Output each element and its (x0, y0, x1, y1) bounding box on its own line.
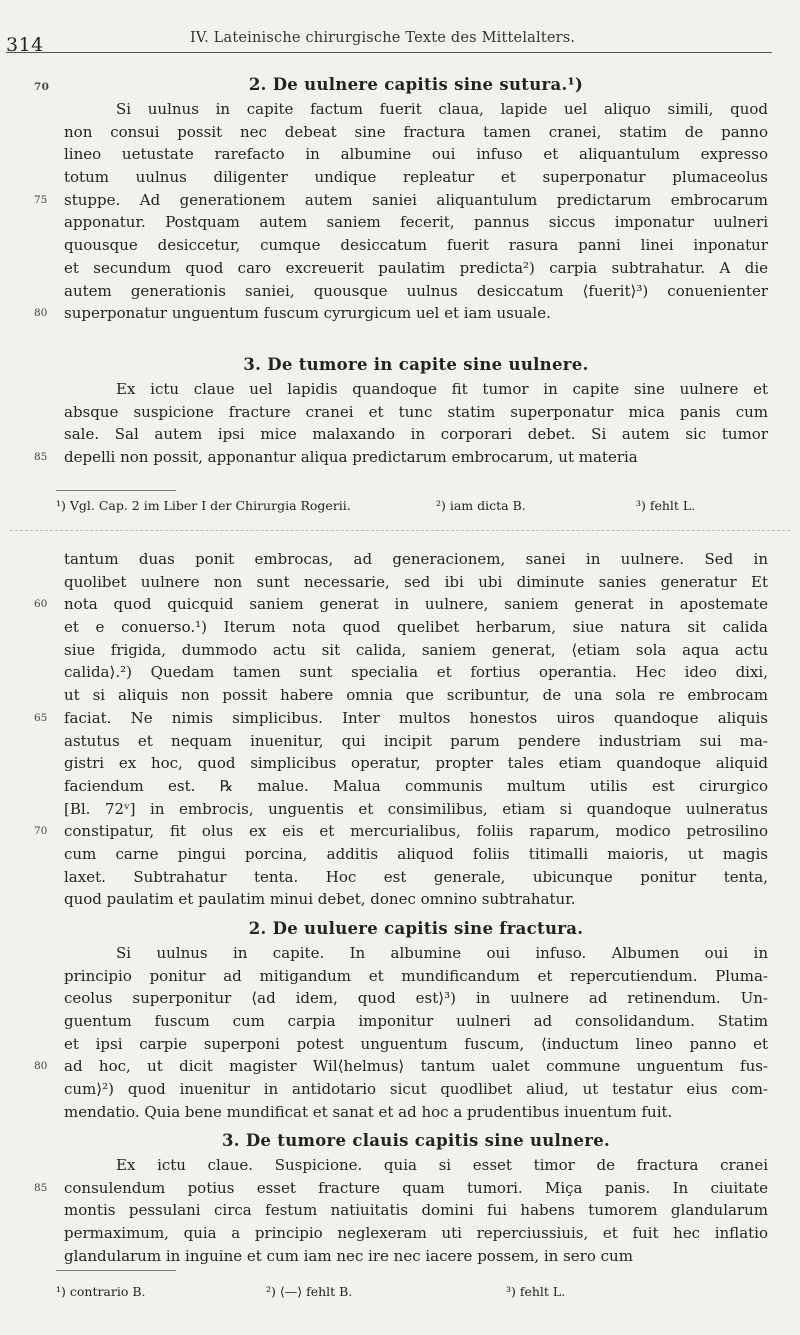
line-text: apponatur. Postquam autem saniem fecerit, pannus siccus imponatur uulneri (64, 213, 768, 232)
footnote-2: ²) ⟨—⟩ fehlt B. (266, 1284, 353, 1299)
text-line (64, 987, 768, 1010)
text-line (64, 888, 768, 911)
line-text: astutus et nequam inuenitur, qui incipit parum pendere industriam sui ma- (64, 731, 768, 750)
text-line (64, 775, 768, 798)
paragraph (34, 378, 768, 469)
line-text: calida⟩.²) Quedam tamen sunt specialia et fortius operantia. Hec ideo dixi, (64, 663, 768, 682)
section-heading: 2. De uulnere capitis sine sutura.¹) (248, 75, 584, 94)
line-text: Ex ictu claue. Suspicione. quia si esset timor de fractura cranei (116, 1156, 768, 1174)
line-number (0, 942, 8, 965)
line-text: nota quod quicquid saniem generat in uulnere, saniem generat in apostemate (64, 595, 768, 614)
text-line (34, 1055, 768, 1078)
section-heading: 2. De uuluere capitis sine fractura. (248, 919, 584, 938)
text-line (64, 234, 768, 257)
paragraph (34, 942, 768, 1124)
line-number: 60 (34, 598, 48, 611)
line-text: autem generationis saniei, quousque uulnus desiccatum ⟨fuerit⟩³) conuenienter (64, 281, 768, 300)
line-text: faciat. Ne nimis simplicibus. Inter multos honestos uiros quandoque aliquis (64, 708, 768, 727)
footnote-3: ³) fehlt L. (636, 498, 696, 513)
line-number: 80 (34, 307, 48, 320)
line-text: et secundum quod caro excreuerit paulatim predicta²) carpia subtrahatur. A die (64, 258, 768, 277)
text-line (34, 446, 768, 469)
text-line (64, 1078, 768, 1101)
section-heading: 3. De tumore clauis capitis sine uulnere. (221, 1131, 611, 1150)
text-line (64, 1101, 768, 1124)
line-text: tantum duas ponit embrocas, ad generacionem, sanei in uulnere. Sed in (64, 550, 768, 568)
text-line (64, 121, 768, 144)
text-line (64, 684, 768, 707)
text-line (64, 280, 768, 303)
text-line (64, 965, 768, 988)
footnote-2: ²) iam dicta B. (436, 498, 526, 513)
text-line (64, 423, 768, 446)
text-line (64, 98, 768, 121)
text-line (34, 1177, 768, 1200)
line-number: 70 (34, 81, 50, 93)
text-line (64, 639, 768, 662)
text-line (64, 1154, 768, 1177)
line-text: faciendum est. ℞ malue. Malua communis multum utilis est cirurgico (64, 776, 768, 795)
text-line (64, 942, 768, 965)
line-text: guentum fuscum cum carpia imponitur uulneri ad consolidandum. Statim (64, 1012, 768, 1031)
line-text: totum uulnus diligenter undique repleatur et superponatur plumaceolus (64, 168, 768, 187)
line-text: constipatur, fit olus ex eis et mercurialibus, foliis raparum, modico petrosilino (64, 822, 768, 841)
line-text: permaximum, quia a principio neglexeram uti reperciussiuis, et fuit hec inflatio (64, 1224, 768, 1243)
line-text: siue frigida, dummodo actu sit calida, saniem generat, ⟨etiam sola aqua actu (64, 640, 768, 659)
text-line (64, 257, 768, 280)
footnotes-bottom (56, 1284, 760, 1299)
line-text: mendatio. Quia bene mundificat et sanat et ad hoc a prudentibus inuentum fuit. (64, 1102, 673, 1121)
text-line (64, 1245, 768, 1268)
text-line (64, 752, 768, 775)
text-line (64, 798, 768, 821)
page-divider (10, 530, 790, 531)
section-tumore-clauis (34, 1128, 768, 1267)
text-line (64, 616, 768, 639)
line-text: consulendum potius esset fracture quam tumori. Miça panis. In ciuitate (64, 1178, 768, 1197)
line-text: ad hoc, ut dicit magister Wil⟨helmus⟩ tantum ualet commune unguentum fus- (64, 1057, 768, 1076)
section-tumore-in-capite (34, 352, 768, 469)
line-text: principio ponitur ad mitigandum et mundificandum et repercutiendum. Pluma- (64, 966, 768, 985)
text-line (64, 661, 768, 684)
line-number: 80 (34, 1060, 48, 1073)
text-line (64, 548, 768, 571)
header-rule (6, 52, 772, 53)
text-line (64, 1199, 768, 1222)
line-text: cum⟩²) quod inuenitur in antidotario sicut quodlibet aliud, ut testatur eius com- (64, 1080, 768, 1099)
line-number: 65 (34, 711, 48, 724)
line-text: depelli non possit, apponantur aliqua predictarum embrocarum, ut materia (64, 448, 638, 467)
page-header (0, 22, 800, 56)
line-text: et e conuerso.¹) Iterum nota quod quelibet herbarum, siue natura sit calida (64, 618, 768, 637)
text-line (34, 820, 768, 843)
footnote-rule (56, 490, 176, 491)
text-line (64, 1033, 768, 1056)
line-number: 75 (34, 193, 48, 206)
line-text: absque suspicione fracture cranei et tunc statim superponatur mica panis cum (64, 402, 768, 421)
line-text: Si uulnus in capite factum fuerit claua, lapide uel aliquo simili, quod (116, 100, 768, 118)
section-commentary (34, 548, 768, 911)
running-title: IV. Lateinische chirurgische Texte des Mittelalters. (190, 30, 576, 46)
line-text: stuppe. Ad generationem autem saniei aliquantulum predictarum embrocarum (64, 190, 768, 209)
page-number: 314 (6, 34, 44, 56)
text-line (34, 707, 768, 730)
text-line (64, 401, 768, 424)
text-line (64, 843, 768, 866)
line-number: 85 (34, 451, 48, 464)
text-line (34, 189, 768, 212)
text-line (64, 1222, 768, 1245)
line-text: quolibet uulnere non sunt necessarie, sed ibi ubi diminute sanies generatur Et (64, 572, 768, 591)
footnote-rule (56, 1270, 176, 1271)
line-text: lineo uetustate rarefacto in albumine oui infuso et aliquantulum expresso (64, 145, 768, 164)
line-text: Si uulnus in capite. In albumine oui infuso. Albumen oui in (116, 944, 768, 962)
line-text: [Bl. 72ᵛ] in embrocis, unguentis et consimilibus, etiam si quandoque uulneratus (64, 799, 768, 818)
text-line (64, 866, 768, 889)
line-number: 70 (34, 825, 48, 838)
text-line (64, 571, 768, 594)
footnote-1: ¹) Vgl. Cap. 2 im Liber I der Chirurgia Rogerii. (56, 498, 351, 513)
text-line (64, 378, 768, 401)
line-text: non consui possit nec debeat sine fractura tamen cranei, statim de panno (64, 122, 768, 141)
line-text: sale. Sal autem ipsi mice malaxando in corporari debet. Si autem sic tumor (64, 425, 768, 444)
line-text: glandularum in inguine et cum iam nec ire nec iacere possem, in sero cum (64, 1246, 633, 1265)
line-text: superponatur unguentum fuscum cyrurgicum uel et iam usuale. (64, 304, 551, 323)
footnote-1: ¹) contrario B. (56, 1284, 146, 1299)
paragraph (34, 1154, 768, 1267)
line-text: Ex ictu claue uel lapidis quandoque fit tumor in capite sine uulnere et (116, 380, 768, 398)
section-heading: 3. De tumore in capite sine uulnere. (243, 355, 589, 374)
line-text: laxet. Subtrahatur tenta. Hoc est generale, ubicunque ponitur tenta, (64, 867, 768, 886)
section-uulnere-sine-sutura (34, 72, 768, 325)
line-text: quod paulatim et paulatim minui debet, donec omnino subtrahatur. (64, 890, 576, 909)
text-line (34, 593, 768, 616)
line-text: et ipsi carpie superponi potest unguentum fuscum, ⟨inductum lineo panno et (64, 1034, 768, 1053)
text-line (64, 143, 768, 166)
text-line (64, 211, 768, 234)
text-line (64, 166, 768, 189)
text-line (64, 730, 768, 753)
line-number: 85 (34, 1181, 48, 1194)
footnotes-top (56, 498, 760, 513)
paragraph (34, 548, 768, 911)
line-text: cum carne pingui porcina, additis aliquod foliis titimalli maioris, ut magis (64, 844, 768, 863)
text-line (34, 302, 768, 325)
line-text: montis pessulani circa festum natiuitatis domini fui habens tumorem glandularum (64, 1201, 768, 1220)
section-uulnere-sine-fractura (34, 916, 768, 1124)
line-text: ut si aliquis non possit habere omnia que scribuntur, de una sola re embrocam (64, 686, 768, 705)
paragraph (34, 98, 768, 325)
line-text: gistri ex hoc, quod simplicibus operatur, propter tales etiam quandoque aliquid (64, 754, 768, 773)
footnote-3: ³) fehlt L. (506, 1284, 566, 1299)
text-line (64, 1010, 768, 1033)
line-text: ceolus superponitur ⟨ad idem, quod est⟩³) in uulnere ad retinendum. Un- (64, 989, 768, 1008)
line-text: quousque desiccetur, cumque desiccatum fuerit rasura panni linei inponatur (64, 236, 768, 255)
